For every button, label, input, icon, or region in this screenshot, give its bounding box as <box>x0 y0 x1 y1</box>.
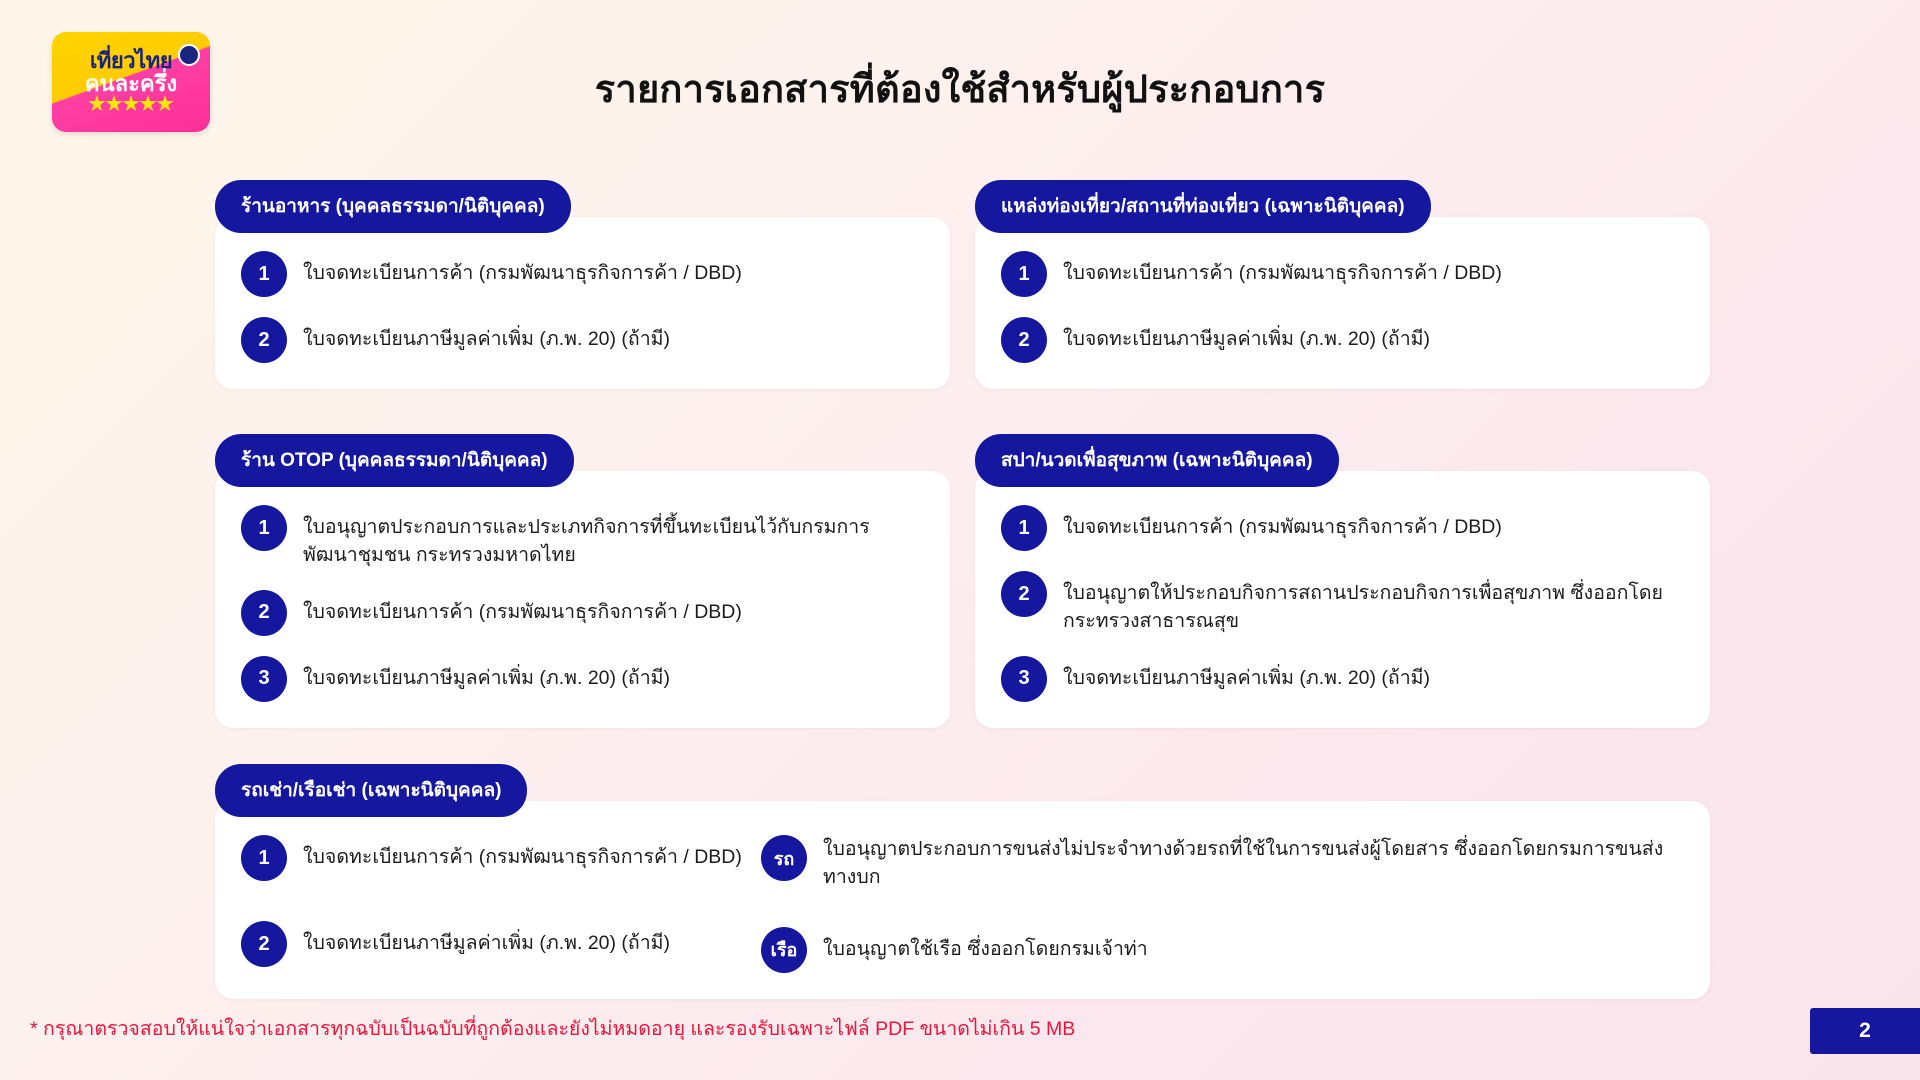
item-number: 2 <box>241 590 287 636</box>
item-number: 2 <box>241 921 287 967</box>
list-item <box>241 921 761 967</box>
item-text: ใบจดทะเบียนภาษีมูลค่าเพิ่ม (ภ.พ. 20) (ถ้ามี) <box>303 328 671 350</box>
list-item <box>241 656 924 702</box>
list-item <box>1001 656 1684 702</box>
logo-line-3: ★★★★★ <box>88 94 174 116</box>
item-columns <box>241 835 1684 973</box>
item-text: ใบจดทะเบียนการค้า (กรมพัฒนาธุรกิจการค้า / DBD) <box>303 600 742 623</box>
list-item <box>1001 317 1684 363</box>
item-text: ใบจดทะเบียนการค้า (กรมพัฒนาธุรกิจการค้า / DBD) <box>303 846 742 868</box>
section-header: แหล่งท่องเที่ยว/สถานที่ท่องเที่ยว (เฉพาะนิติบุคคล) <box>975 180 1431 233</box>
item-text: ใบจดทะเบียนการค้า (กรมพัฒนาธุรกิจการค้า / DBD) <box>303 262 742 284</box>
list-item <box>761 835 1684 892</box>
section-attraction <box>975 180 1710 389</box>
section-body <box>215 217 950 389</box>
list-item <box>1001 251 1684 297</box>
item-number: 1 <box>1001 251 1047 297</box>
section-spa <box>975 434 1710 728</box>
item-number: 1 <box>241 251 287 297</box>
page-title: รายการเอกสารที่ต้องใช้สำหรับผู้ประกอบการ <box>594 69 1326 111</box>
list-item <box>241 590 924 636</box>
item-text: ใบอนุญาตใช้เรือ ซึ่งออกโดยกรมเจ้าท่า <box>823 937 1148 960</box>
list-item <box>241 505 924 570</box>
item-number: 2 <box>1001 317 1047 363</box>
item-text: ใบจดทะเบียนภาษีมูลค่าเพิ่ม (ภ.พ. 20) (ถ้ามี) <box>1063 328 1431 350</box>
column-right <box>761 835 1684 973</box>
section-body <box>975 217 1710 389</box>
item-number: 1 <box>241 505 287 551</box>
item-number: 3 <box>241 656 287 702</box>
section-otop <box>215 434 950 728</box>
section-body <box>215 471 950 728</box>
section-header: รถเช่า/เรือเช่า (เฉพาะนิติบุคคล) <box>215 764 527 817</box>
section-body <box>975 471 1710 728</box>
item-number: 2 <box>1001 571 1047 617</box>
column-left <box>241 835 761 973</box>
section-restaurant <box>215 180 950 389</box>
item-text: ใบจดทะเบียนภาษีมูลค่าเพิ่ม (ภ.พ. 20) (ถ้ามี) <box>1063 666 1431 689</box>
section-body <box>215 801 1710 999</box>
section-vehicle-rental <box>215 764 1710 999</box>
list-item <box>1001 571 1684 636</box>
item-number: รถ <box>761 835 807 881</box>
list-item <box>241 835 761 881</box>
section-header: ร้านอาหาร (บุคคลธรรมดา/นิติบุคคล) <box>215 180 571 233</box>
list-item <box>241 317 924 363</box>
list-item <box>761 927 1684 973</box>
item-text: ใบอนุญาตให้ประกอบกิจการสถานประกอบกิจการเพื่อสุขภาพ ซึ่งออกโดยกระทรวงสาธารณสุข <box>1063 582 1663 633</box>
section-header: สปา/นวดเพื่อสุขภาพ (เฉพาะนิติบุคคล) <box>975 434 1339 487</box>
item-text: ใบอนุญาตประกอบการและประเภทกิจการที่ขึ้นทะเบียนไว้กับกรมการพัฒนาชุมชน กระทรวงมหาดไทย <box>303 516 870 567</box>
item-number: 3 <box>1001 656 1047 702</box>
item-text: ใบจดทะเบียนภาษีมูลค่าเพิ่ม (ภ.พ. 20) (ถ้ามี) <box>303 932 671 954</box>
item-number: เรือ <box>761 927 807 973</box>
list-item <box>241 251 924 297</box>
item-text: ใบอนุญาตประกอบการขนส่งไม่ประจำทางด้วยรถที่ใช้ในการขนส่งผู้โดยสาร ซึ่งออกโดยกรมการขนส่งทางบก <box>823 838 1664 889</box>
item-text: ใบจดทะเบียนการค้า (กรมพัฒนาธุรกิจการค้า / DBD) <box>1063 516 1502 538</box>
item-text: ใบจดทะเบียนการค้า (กรมพัฒนาธุรกิจการค้า / DBD) <box>1063 262 1502 284</box>
section-header: ร้าน OTOP (บุคคลธรรมดา/นิติบุคคล) <box>215 434 574 487</box>
item-text: ใบจดทะเบียนภาษีมูลค่าเพิ่ม (ภ.พ. 20) (ถ้ามี) <box>303 666 671 689</box>
item-number: 2 <box>241 317 287 363</box>
logo-line-1: เที่ยวไทย <box>89 47 173 73</box>
page-number: 2 <box>1810 1008 1920 1054</box>
list-item <box>1001 505 1684 551</box>
logo-line-2: คนละครึ่ง <box>84 71 178 97</box>
item-number: 1 <box>1001 505 1047 551</box>
item-number: 1 <box>241 835 287 881</box>
footnote: * กรุณาตรวจสอบให้แน่ใจว่าเอกสารทุกฉบับเป็นฉบับที่ถูกต้องและยังไม่หมดอายุ และรองรับเฉพาะไฟล์ PDF ขนาดไม่เกิน 5 MB <box>30 1018 1076 1040</box>
